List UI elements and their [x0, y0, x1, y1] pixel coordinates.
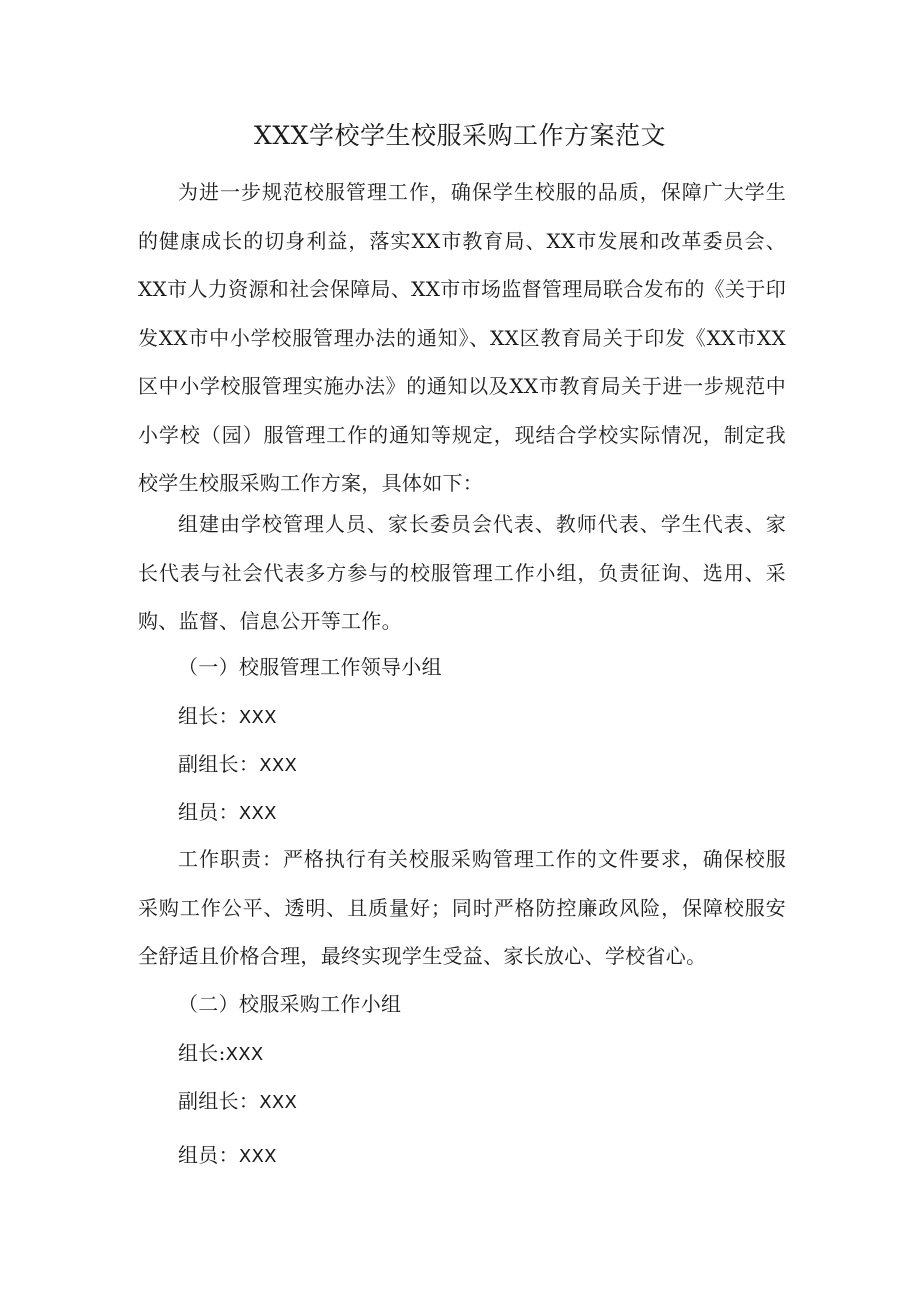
group1-member-row — [178, 797, 277, 829]
group2-leader-value: XXX — [225, 1044, 264, 1065]
group1-heading: （一）校服管理工作领导小组 — [178, 655, 442, 679]
document-title: XXX学校学生校服采购工作方案范文 — [254, 121, 666, 150]
group1-member-value: XXX — [238, 803, 277, 824]
group1-leader-value: XXX — [238, 707, 277, 728]
group2-deputy-label: 副组长： — [178, 1089, 260, 1113]
group2-deputy-row — [178, 1086, 297, 1118]
group2-heading: （二）校服采购工作小组 — [178, 992, 402, 1016]
group2-member-row — [178, 1140, 277, 1172]
group2-deputy-value: XXX — [259, 1092, 298, 1113]
intro-paragraph: 为进一步规范校服管理工作，确保学生校服的品质，保障广大学生的健康成长的切身利益，落实XX市教育局、XX市发展和改革委员会、XX市人力资源和社会保障局、XX市市场监督管理局联合发布的《关于印发XX市中小学校服管理办法的通知》、XX区教育局关于印发《XX市XX区中小学校服管理实施办法》的通知以及XX市教育局关于进一步规范中小学校（园）服管理工作的通知等规定，现结合学校实际情况，制定我校学生校服采购工作方案，具体如下： — [138, 180, 786, 495]
group2-member-label: 组员： — [178, 1143, 239, 1167]
group1-leader-label: 组长： — [178, 704, 239, 728]
group1-duties-paragraph: 工作职责：严格执行有关校服采购管理工作的文件要求，确保校服采购工作公平、透明、且质量好；同时严格防控廉政风险，保障校服安全舒适且价格合理，最终实现学生受益、家长放心、学校省心。 — [138, 847, 786, 968]
group2-member-value: XXX — [238, 1146, 277, 1167]
group1-leader-row — [178, 701, 277, 733]
group1-member-label: 组员： — [178, 800, 239, 824]
group1-deputy-label: 副组长： — [178, 752, 260, 776]
organization-paragraph: 组建由学校管理人员、家长委员会代表、教师代表、学生代表、家长代表与社会代表多方参与的校服管理工作小组，负责征询、选用、采购、监督、信息公开等工作。 — [138, 512, 786, 633]
group2-leader-label: 组长: — [178, 1041, 226, 1065]
group1-deputy-value: XXX — [259, 755, 298, 776]
group1-deputy-row — [178, 749, 297, 781]
group2-leader-row — [178, 1038, 264, 1070]
